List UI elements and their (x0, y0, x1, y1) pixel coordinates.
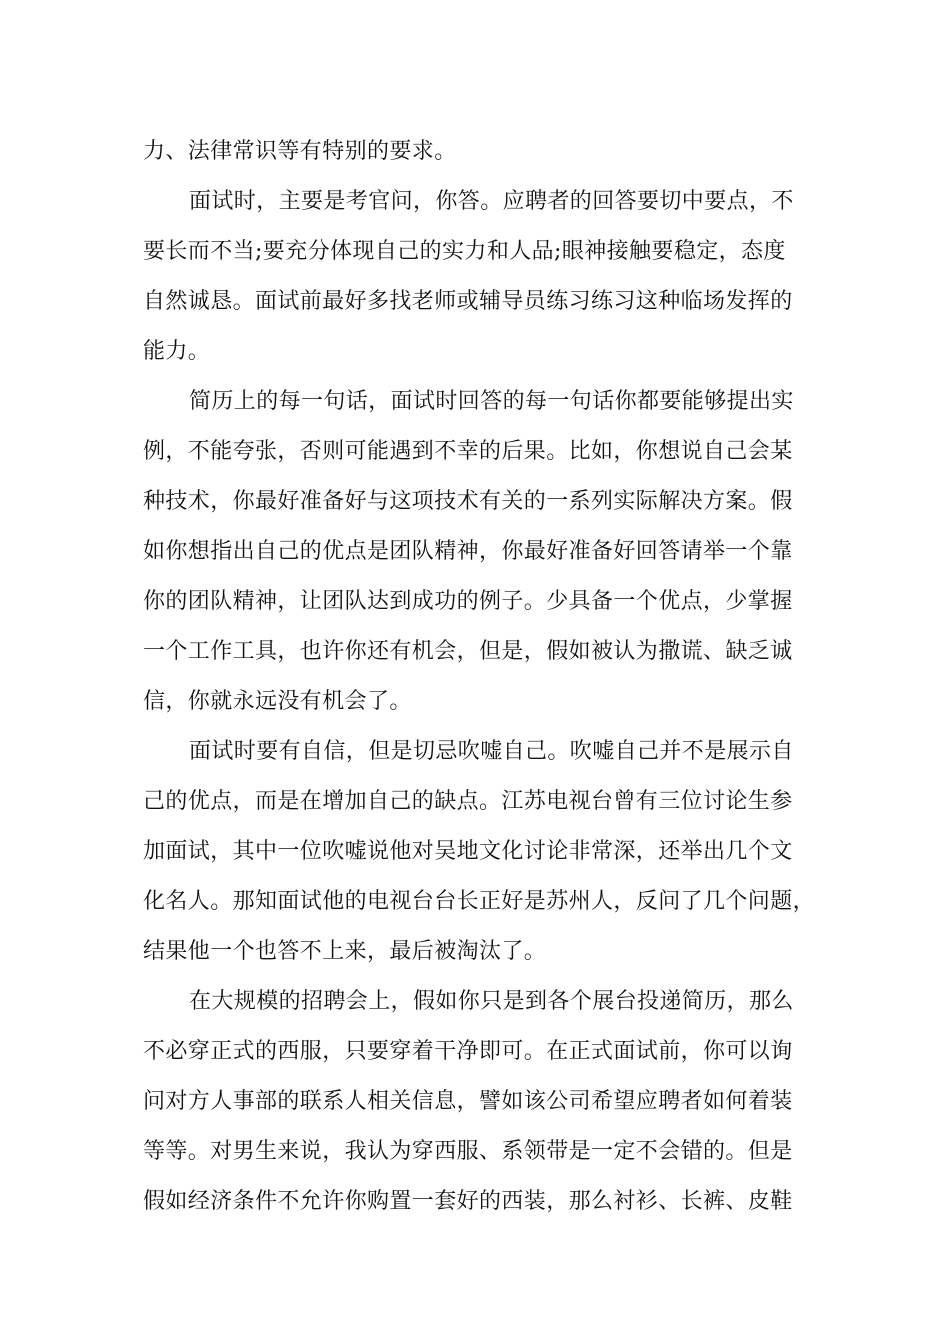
text-line: 己的优点，而是在增加自己的缺点。江苏电视台曾有三位讨论生参 (143, 789, 793, 814)
text-line: 你的团队精神，让团队达到成功的例子。少具备一个优点，少掌握 (143, 589, 793, 614)
text-line: 问对方人事部的联系人相关信息，譬如该公司希望应聘者如何着装 (143, 1089, 793, 1114)
text-line: 假如经济条件不允许你购置一套好的西装，那么衬衫、长裤、皮鞋 (143, 1189, 793, 1214)
text-line: 一个工作工具，也许你还有机会，但是，假如被认为撒谎、缺乏诚 (143, 639, 793, 664)
text-line: 等等。对男生来说，我认为穿西服、系领带是一定不会错的。但是 (143, 1139, 793, 1164)
text-line: 能力。 (143, 339, 211, 364)
text-line: 加面试，其中一位吹嘘说他对吴地文化讨论非常深，还举出几个文 (143, 839, 793, 864)
text-line: 例，不能夸张，否则可能遇到不幸的后果。比如，你想说自己会某 (143, 439, 793, 464)
paragraph-first-line: 在大规模的招聘会上，假如你只是到各个展台投递简历，那么 (189, 989, 794, 1014)
text-line: 如你想指出自己的优点是团队精神，你最好准备好回答请举一个靠 (143, 539, 793, 564)
paragraph-first-line: 简历上的每一句话，面试时回答的每一句话你都要能够提出实 (189, 389, 794, 414)
text-line: 种技术，你最好准备好与这项技术有关的一系列实际解决方案。假 (143, 489, 793, 514)
text-line: 结果他一个也答不上来，最后被淘汰了。 (143, 939, 547, 964)
paragraph-first-line: 面试时，主要是考官问，你答。应聘者的回答要切中要点，不 (189, 189, 794, 214)
text-line: 力、法律常识等有特别的要求。 (143, 139, 457, 164)
text-line: 不必穿正式的西服，只要穿着干净即可。在正式面试前，你可以询 (143, 1039, 793, 1064)
text-line: 信，你就永远没有机会了。 (143, 689, 412, 714)
text-line: 化名人。那知面试他的电视台台长正好是苏州人，反问了几个问题， (143, 889, 816, 914)
paragraph-first-line: 面试时要有自信，但是切忌吹嘘自己。吹嘘自己并不是展示自 (189, 739, 794, 764)
text-line: 要长而不当;要充分体现自己的实力和人品;眼神接触要稳定，态度 (143, 239, 786, 264)
text-line: 自然诚恳。面试前最好多找老师或辅导员练习练习这种临场发挥的 (143, 289, 793, 314)
